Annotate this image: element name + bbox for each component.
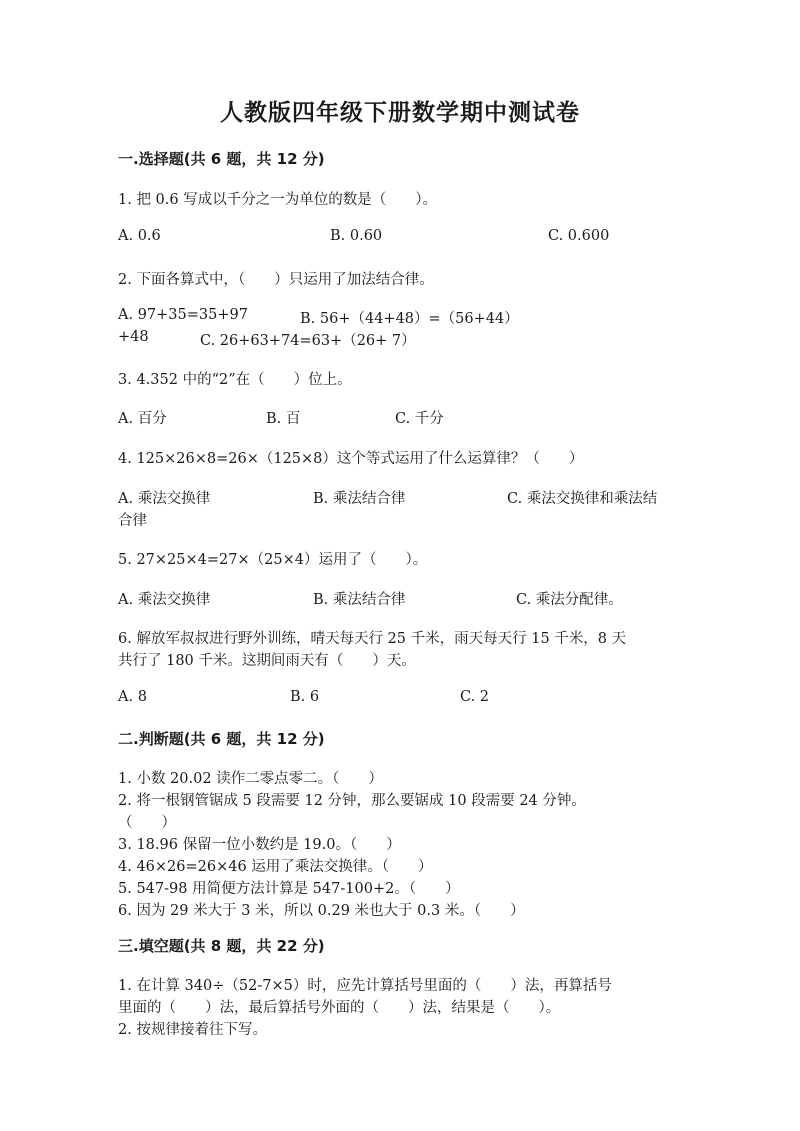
- fill-in-2: 2. 按规律接着往下写。: [118, 1022, 267, 1038]
- question-4-stem: 4. 125×26×8=26×（125×8）这个等式运用了什么运算律？（ ）: [118, 451, 584, 467]
- question-4-option-a: A. 乘法交换律: [118, 491, 211, 507]
- question-1-option-b: B. 0.60: [330, 228, 383, 244]
- page-title: 人教版四年级下册数学期中测试卷: [220, 99, 580, 126]
- question-6-option-c: C. 2: [460, 689, 490, 705]
- question-4-option-c-cont: 合律: [118, 513, 147, 529]
- question-3-option-a: A. 百分: [118, 411, 167, 427]
- question-5-stem: 5. 27×25×4=27×（25×4）运用了（ ）。: [118, 552, 428, 568]
- judgement-2-cont: （ ）: [118, 815, 176, 831]
- question-2-option-b-cont: +48: [118, 329, 149, 345]
- question-3-option-c: C. 千分: [395, 411, 444, 427]
- judgement-3: 3. 18.96 保留一位小数约是 19.0。（ ）: [118, 837, 401, 853]
- judgement-1: 1. 小数 20.02 读作二零点零二。（ ）: [118, 771, 383, 787]
- question-5-option-c: C. 乘法分配律。: [516, 592, 623, 608]
- question-1-option-a: A. 0.6: [118, 228, 161, 244]
- judgement-2: 2. 将一根钢管锯成 5 段需要 12 分钟，那么要锯成 10 段需要 24 分钟。: [118, 793, 586, 809]
- question-5-option-a: A. 乘法交换律: [118, 592, 211, 608]
- question-3-option-b: B. 百: [266, 411, 301, 427]
- question-6-option-a: A. 8: [118, 689, 147, 705]
- judgement-5: 5. 547-98 用简便方法计算是 547-100+2。（ ）: [118, 881, 460, 897]
- question-2-stem: 2. 下面各算式中，（ ）只运用了加法结合律。: [118, 272, 434, 288]
- question-2-option-b: B. 56+（44+48）=（56+44）: [300, 311, 519, 327]
- fill-in-1-cont: 里面的（ ）法，最后算括号外面的（ ）法，结果是（ ）。: [118, 1000, 561, 1016]
- question-3-stem: 3. 4.352 中的“2”在（ ）位上。: [118, 372, 352, 388]
- question-5-option-b: B. 乘法结合律: [313, 592, 406, 608]
- question-1-stem: 1. 把 0.6 写成以千分之一为单位的数是（ ）。: [118, 192, 437, 208]
- section-heading-fill-in: 三.填空题(共 8 题，共 22 分): [118, 937, 325, 955]
- section-heading-choice: 一.选择题(共 6 题，共 12 分): [118, 150, 325, 168]
- question-4-option-c: C. 乘法交换律和乘法结: [507, 491, 658, 507]
- section-heading-judgement: 二.判断题(共 6 题，共 12 分): [118, 730, 325, 748]
- question-2-option-a: A. 97+35=35+97: [118, 307, 248, 323]
- question-6-option-b: B. 6: [290, 689, 320, 705]
- judgement-4: 4. 46×26=26×46 运用了乘法交换律。（ ）: [118, 859, 433, 875]
- judgement-6: 6. 因为 29 米大于 3 米，所以 0.29 米也大于 0.3 米。（ ）: [118, 903, 525, 919]
- fill-in-1: 1. 在计算 340÷（52-7×5）时，应先计算括号里面的（ ）法，再算括号: [118, 978, 612, 994]
- question-6-stem-cont: 共行了 180 千米。这期间雨天有（ ）天。: [118, 653, 416, 669]
- question-1-option-c: C. 0.600: [548, 228, 610, 244]
- question-4-option-b: B. 乘法结合律: [313, 491, 406, 507]
- question-2-option-c: C. 26+63+74=63+（26+ 7）: [200, 333, 416, 349]
- question-6-stem: 6. 解放军叔叔进行野外训练，晴天每天行 25 千米，雨天每天行 15 千米，8 天: [118, 631, 627, 647]
